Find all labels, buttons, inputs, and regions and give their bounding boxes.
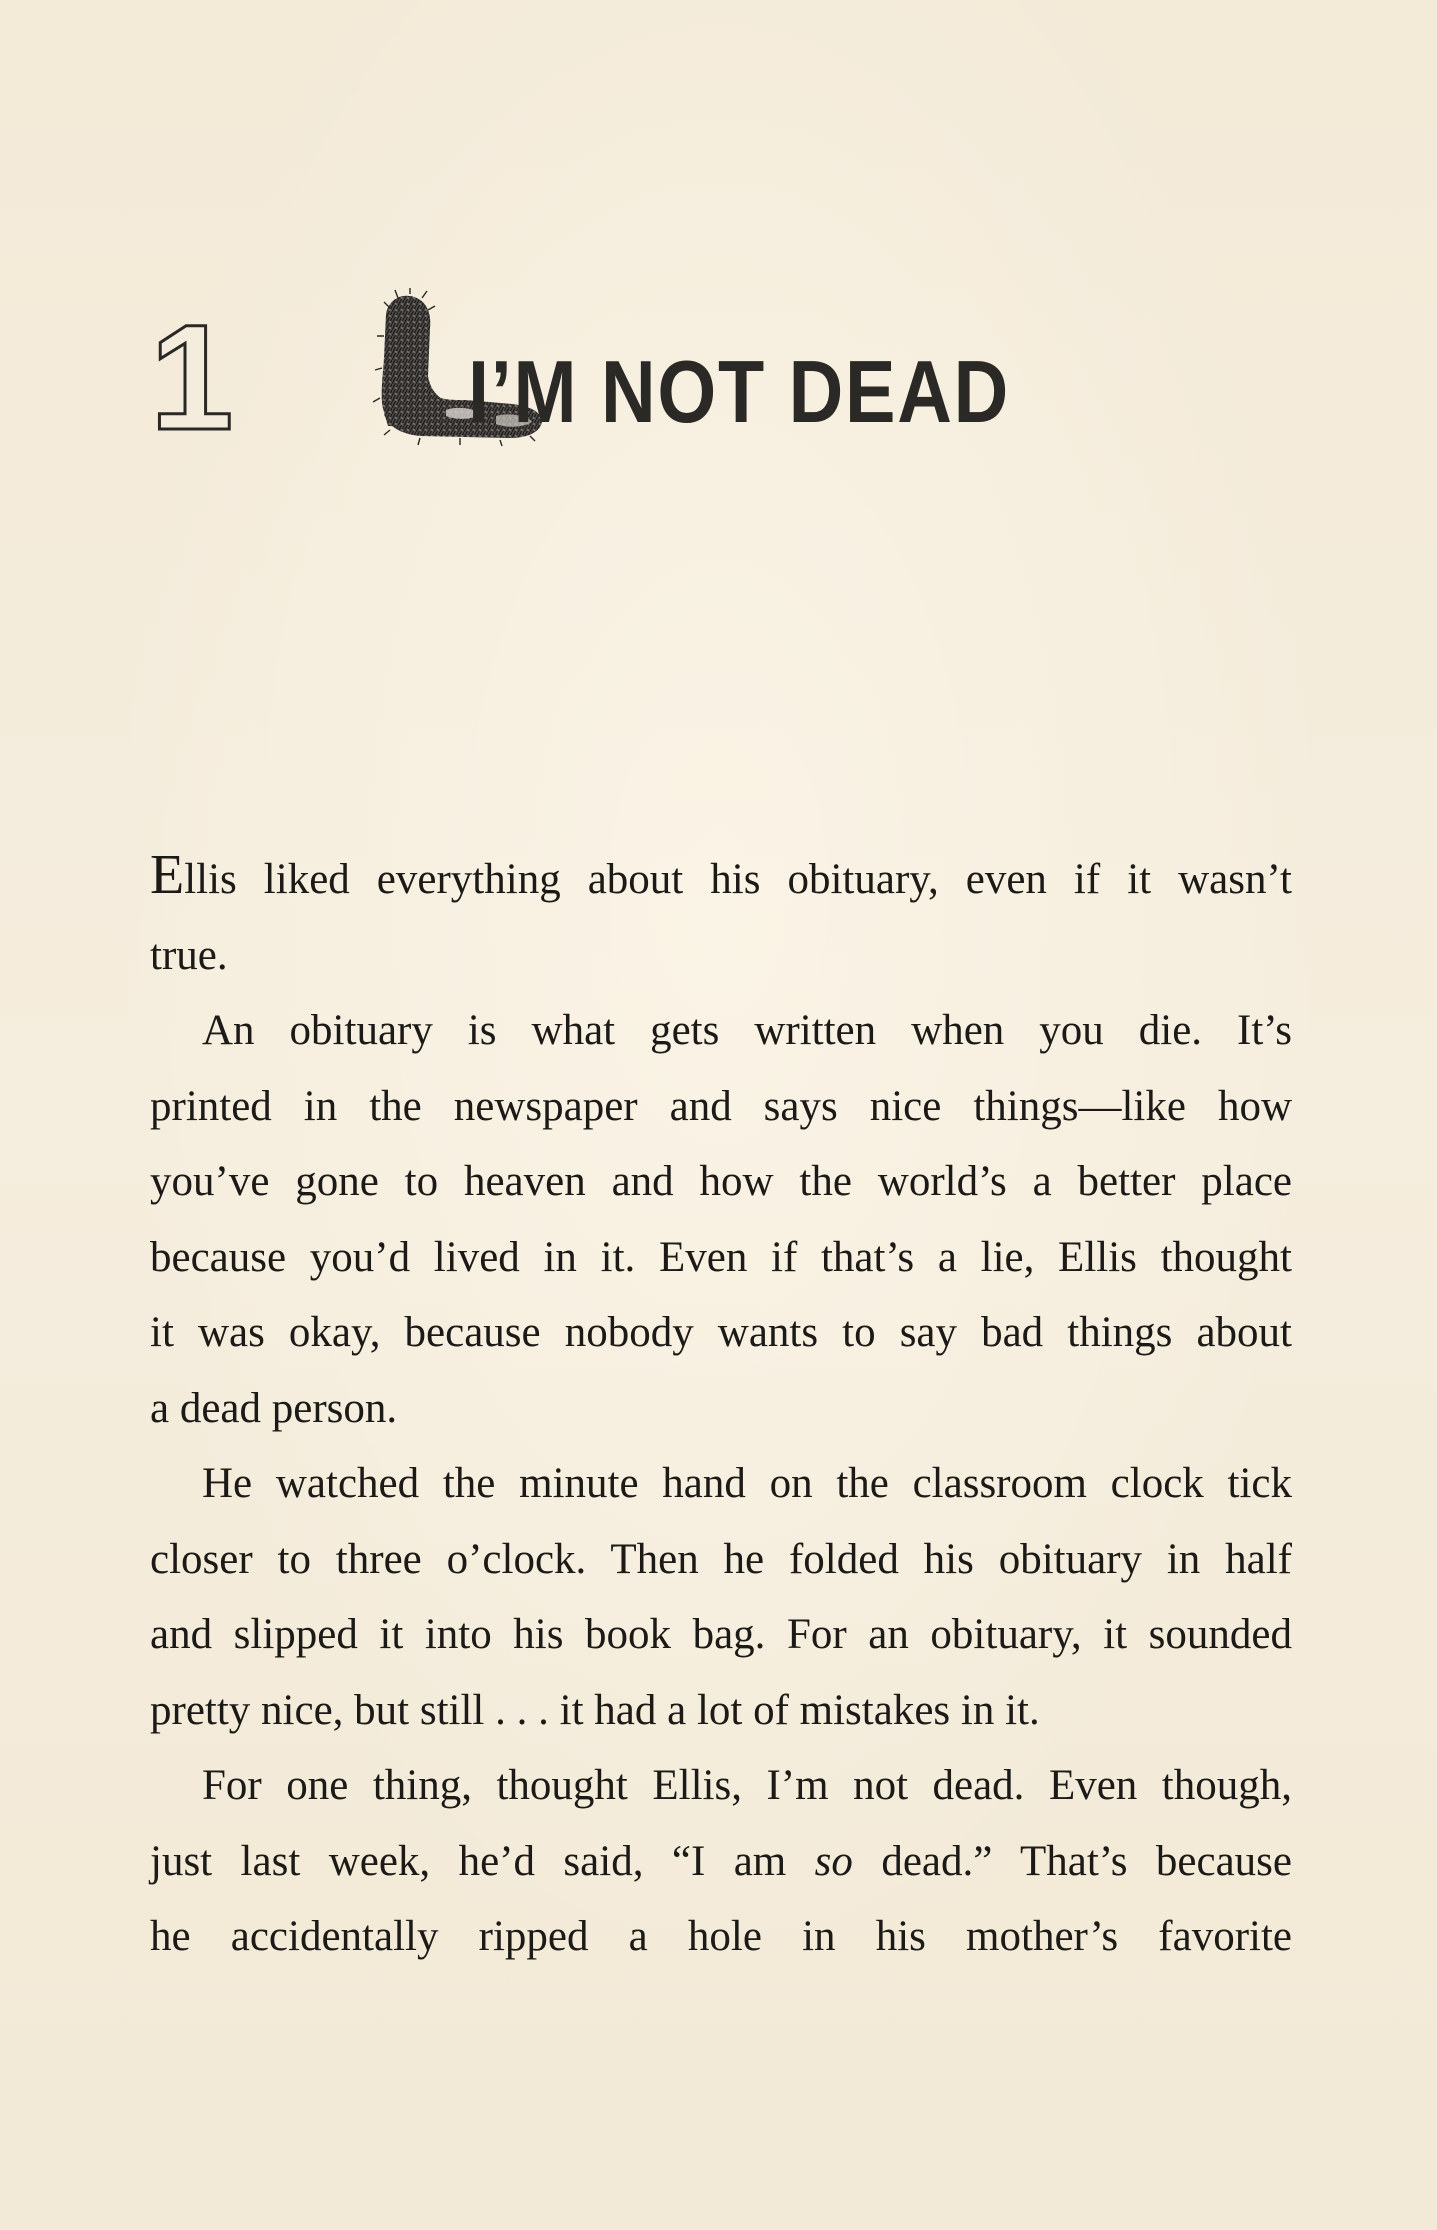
chapter-number: 1 xyxy=(150,293,234,461)
chapter-body-text xyxy=(150,842,1292,1975)
text-line: a dead person. xyxy=(150,1384,398,1432)
text-line: closer to three o’clock. Then he folded his obituary in half xyxy=(150,1535,1292,1583)
text-line: because you’d lived in it. Even if that’s a lie, Ellis thought xyxy=(150,1233,1292,1281)
text-line: just last week, he’d said, “I am so dead.” That’s because xyxy=(150,1837,1292,1885)
text-line: you’ve gone to heaven and how the world’s a better place xyxy=(150,1158,1292,1205)
text-line: pretty nice, but still . . . it had a lot of mistakes in it. xyxy=(150,1686,1040,1734)
chapter-title: I’M NOT DEAD xyxy=(468,342,1010,441)
text-line: true. xyxy=(150,931,228,979)
text-line: and slipped it into his book bag. For an obituary, it sounded xyxy=(150,1611,1292,1658)
text-line: he accidentally ripped a hole in his mother’s favorite xyxy=(150,1913,1292,1960)
text-line: An obituary is what gets written when you die. It’s xyxy=(202,1007,1292,1054)
drop-cap: E xyxy=(150,844,185,906)
text-line: Ellis liked everything about his obituary, even if it wasn’t xyxy=(150,844,1292,906)
text-line: He watched the minute hand on the classroom clock tick xyxy=(202,1460,1292,1507)
chapter-heading xyxy=(150,288,1150,461)
text-line: it was okay, because nobody wants to say bad things about xyxy=(150,1309,1292,1356)
emphasized-word: so xyxy=(814,1837,853,1885)
text-line: printed in the newspaper and says nice things—like how xyxy=(150,1082,1292,1130)
text-line: For one thing, thought Ellis, I’m not dead. Even though, xyxy=(202,1762,1292,1809)
